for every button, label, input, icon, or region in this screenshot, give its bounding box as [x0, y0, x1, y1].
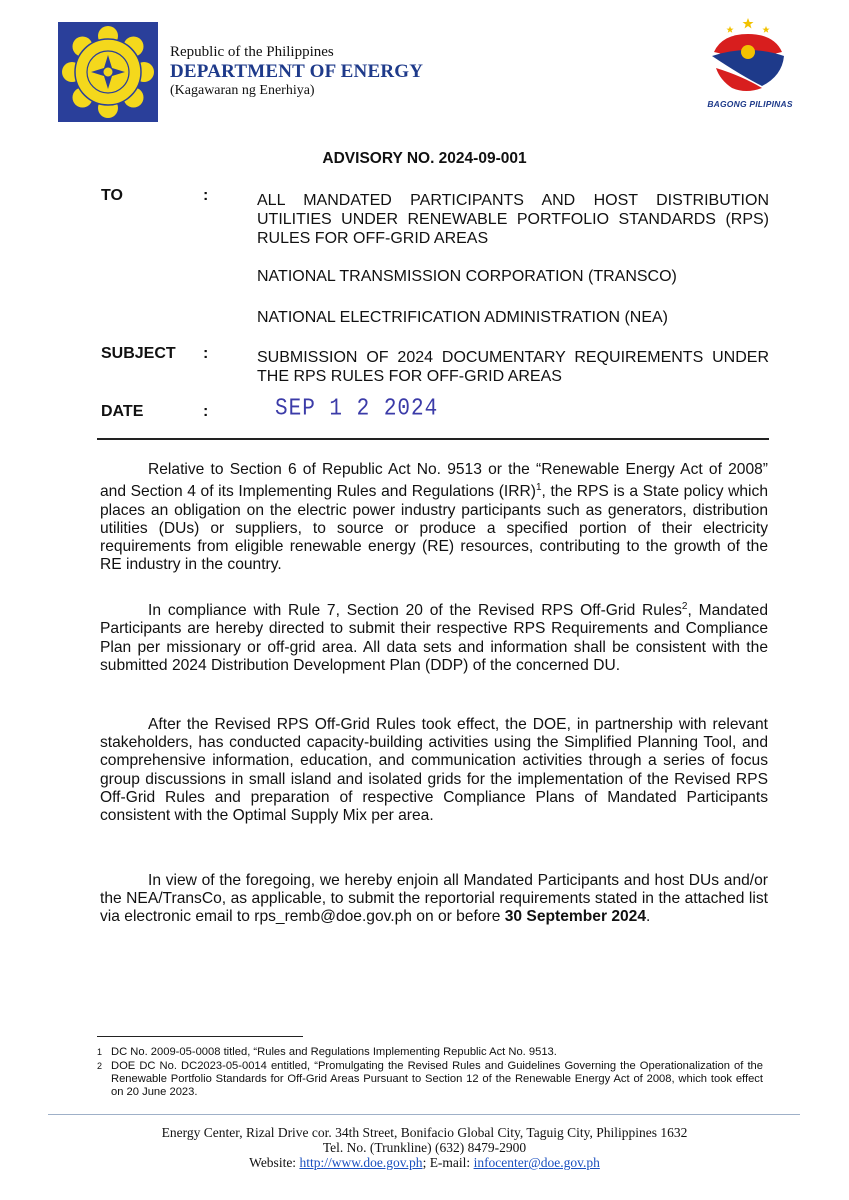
bagong-pilipinas-logo [702, 16, 794, 94]
republic-line: Republic of the Philippines [170, 44, 334, 60]
paragraph-2-text-a: In compliance with Rule 7, Section 20 of the Revised RPS Off-Grid Rules [148, 602, 682, 620]
agency-block [170, 44, 423, 99]
footnote-ref-1: 1 [535, 482, 542, 494]
bagong-pilipinas-text: BAGONG PILIPINAS [707, 99, 793, 109]
footer-divider [48, 1114, 800, 1115]
paragraph-1 [100, 461, 768, 574]
to-recipient-2: NATIONAL TRANSMISSION CORPORATION (TRANSCO) [257, 268, 677, 285]
subject-colon: : [203, 345, 209, 362]
footer-telephone: Tel. No. (Trunkline) (632) 8479-2900 [322, 1140, 527, 1155]
header-divider [97, 438, 769, 440]
subject-text: SUBMISSION OF 2024 DOCUMENTARY REQUIREMENTS UNDER THE RPS RULES FOR OFF-GRID AREAS [257, 349, 769, 385]
footnote-2-text: DOE DC No. DC2023-05-0014 entitled, “Promulgating the Revised Rules and Guidelines Governing the Operationalization of the Renewable Portfolio Standards for Off-Grid Areas Pursuant to Section 12 of the Renewable Energy Act of 2008, which took effect on 20 June 2023. [111, 1060, 763, 1098]
paragraph-4-end: . [646, 908, 651, 926]
to-label: TO [101, 187, 123, 204]
paragraph-3: After the Revised RPS Off-Grid Rules took effect, the DOE, in partnership with relevant stakeholders, has conducted capacity-building activities using the Simplified Planning Tool, and comprehensive information, education, and communication activities through a series of focus group discussions in small island and isolated grids for the implementation of the Revised RPS Off-Grid Rules and preparation of respective Compliance Plans of Mandated Participants consistent with the Optimal Supply Mix per area. [100, 716, 768, 825]
paragraph-2-text-b: , Mandated Participants are hereby directed to submit their respective RPS Requirements and Compliance Plan per missionary or off-grid area. All data sets and information shall be consistent with the submitted 2024 Distribution Development Plan (DDP) of the concerned DU. [100, 602, 768, 674]
footnote-ref-2: 2 [681, 601, 688, 612]
paragraph-1-text-a: Relative to Section 6 of Republic Act No. 9513 or the “Renewable Energy Act of 2008” and Section 4 of its Implementing Rules and Regulations (IRR) [100, 461, 768, 501]
department-name: DEPARTMENT OF ENERGY [170, 61, 424, 82]
date-colon: : [203, 403, 209, 420]
footer-block [0, 1125, 849, 1170]
footnote-1-text: DC No. 2009-05-0008 titled, “Rules and Regulations Implementing Republic Act No. 9513. [111, 1046, 557, 1058]
email-link[interactable]: infocenter@doe.gov.ph [473, 1155, 600, 1170]
subject-label: SUBJECT [101, 345, 176, 362]
advisory-number: ADVISORY NO. 2024-09-001 [322, 150, 527, 167]
to-colon: : [203, 187, 209, 204]
footnote-1-number: 1 [97, 1047, 103, 1057]
paragraph-4 [100, 872, 768, 927]
paragraph-4-text: In view of the foregoing, we hereby enjoin all Mandated Participants and host DUs and/or the NEA/TransCo, as applicable, to submit the reportorial requirements stated in the attached list via electronic email to rps_remb@doe.gov.ph on or before [100, 872, 768, 926]
footnote-divider [97, 1036, 303, 1037]
footnote-1 [97, 1046, 769, 1059]
email-label: ; E-mail: [422, 1155, 474, 1170]
agency-tagalog-name: (Kagawaran ng Enerhiya) [170, 83, 315, 98]
footnote-2-number: 2 [97, 1061, 103, 1071]
footer-web-line [0, 1155, 849, 1170]
doe-seal-logo [58, 22, 158, 122]
deadline-date: 30 September 2024 [504, 908, 647, 926]
website-label: Website: [249, 1155, 300, 1170]
date-stamp: SEP 1 2 2024 [275, 396, 439, 423]
date-label: DATE [101, 403, 144, 420]
website-link[interactable]: http://www.doe.gov.ph [299, 1155, 423, 1170]
to-recipient-3: NATIONAL ELECTRIFICATION ADMINISTRATION (NEA) [257, 309, 668, 326]
footer-address: Energy Center, Rizal Drive cor. 34th Street, Bonifacio Global City, Taguig City, Philippines 1632 [161, 1125, 688, 1140]
paragraph-2 [100, 598, 768, 675]
paragraph-1-text-b: , the RPS is a State policy which places an obligation on the electric power industry participants such as generators, distribution utilities (DUs) or suppliers, to source or produce a specified portion of their electricity requirements from eligible renewable energy (RE) resources, contributing to the growth of the RE industry in the country. [100, 483, 768, 574]
footnote-2 [97, 1060, 769, 1099]
to-recipient-1: ALL MANDATED PARTICIPANTS AND HOST DISTRIBUTION UTILITIES UNDER RENEWABLE PORTFOLIO STANDARDS (RPS) RULES FOR OFF-GRID AREAS [257, 192, 769, 247]
